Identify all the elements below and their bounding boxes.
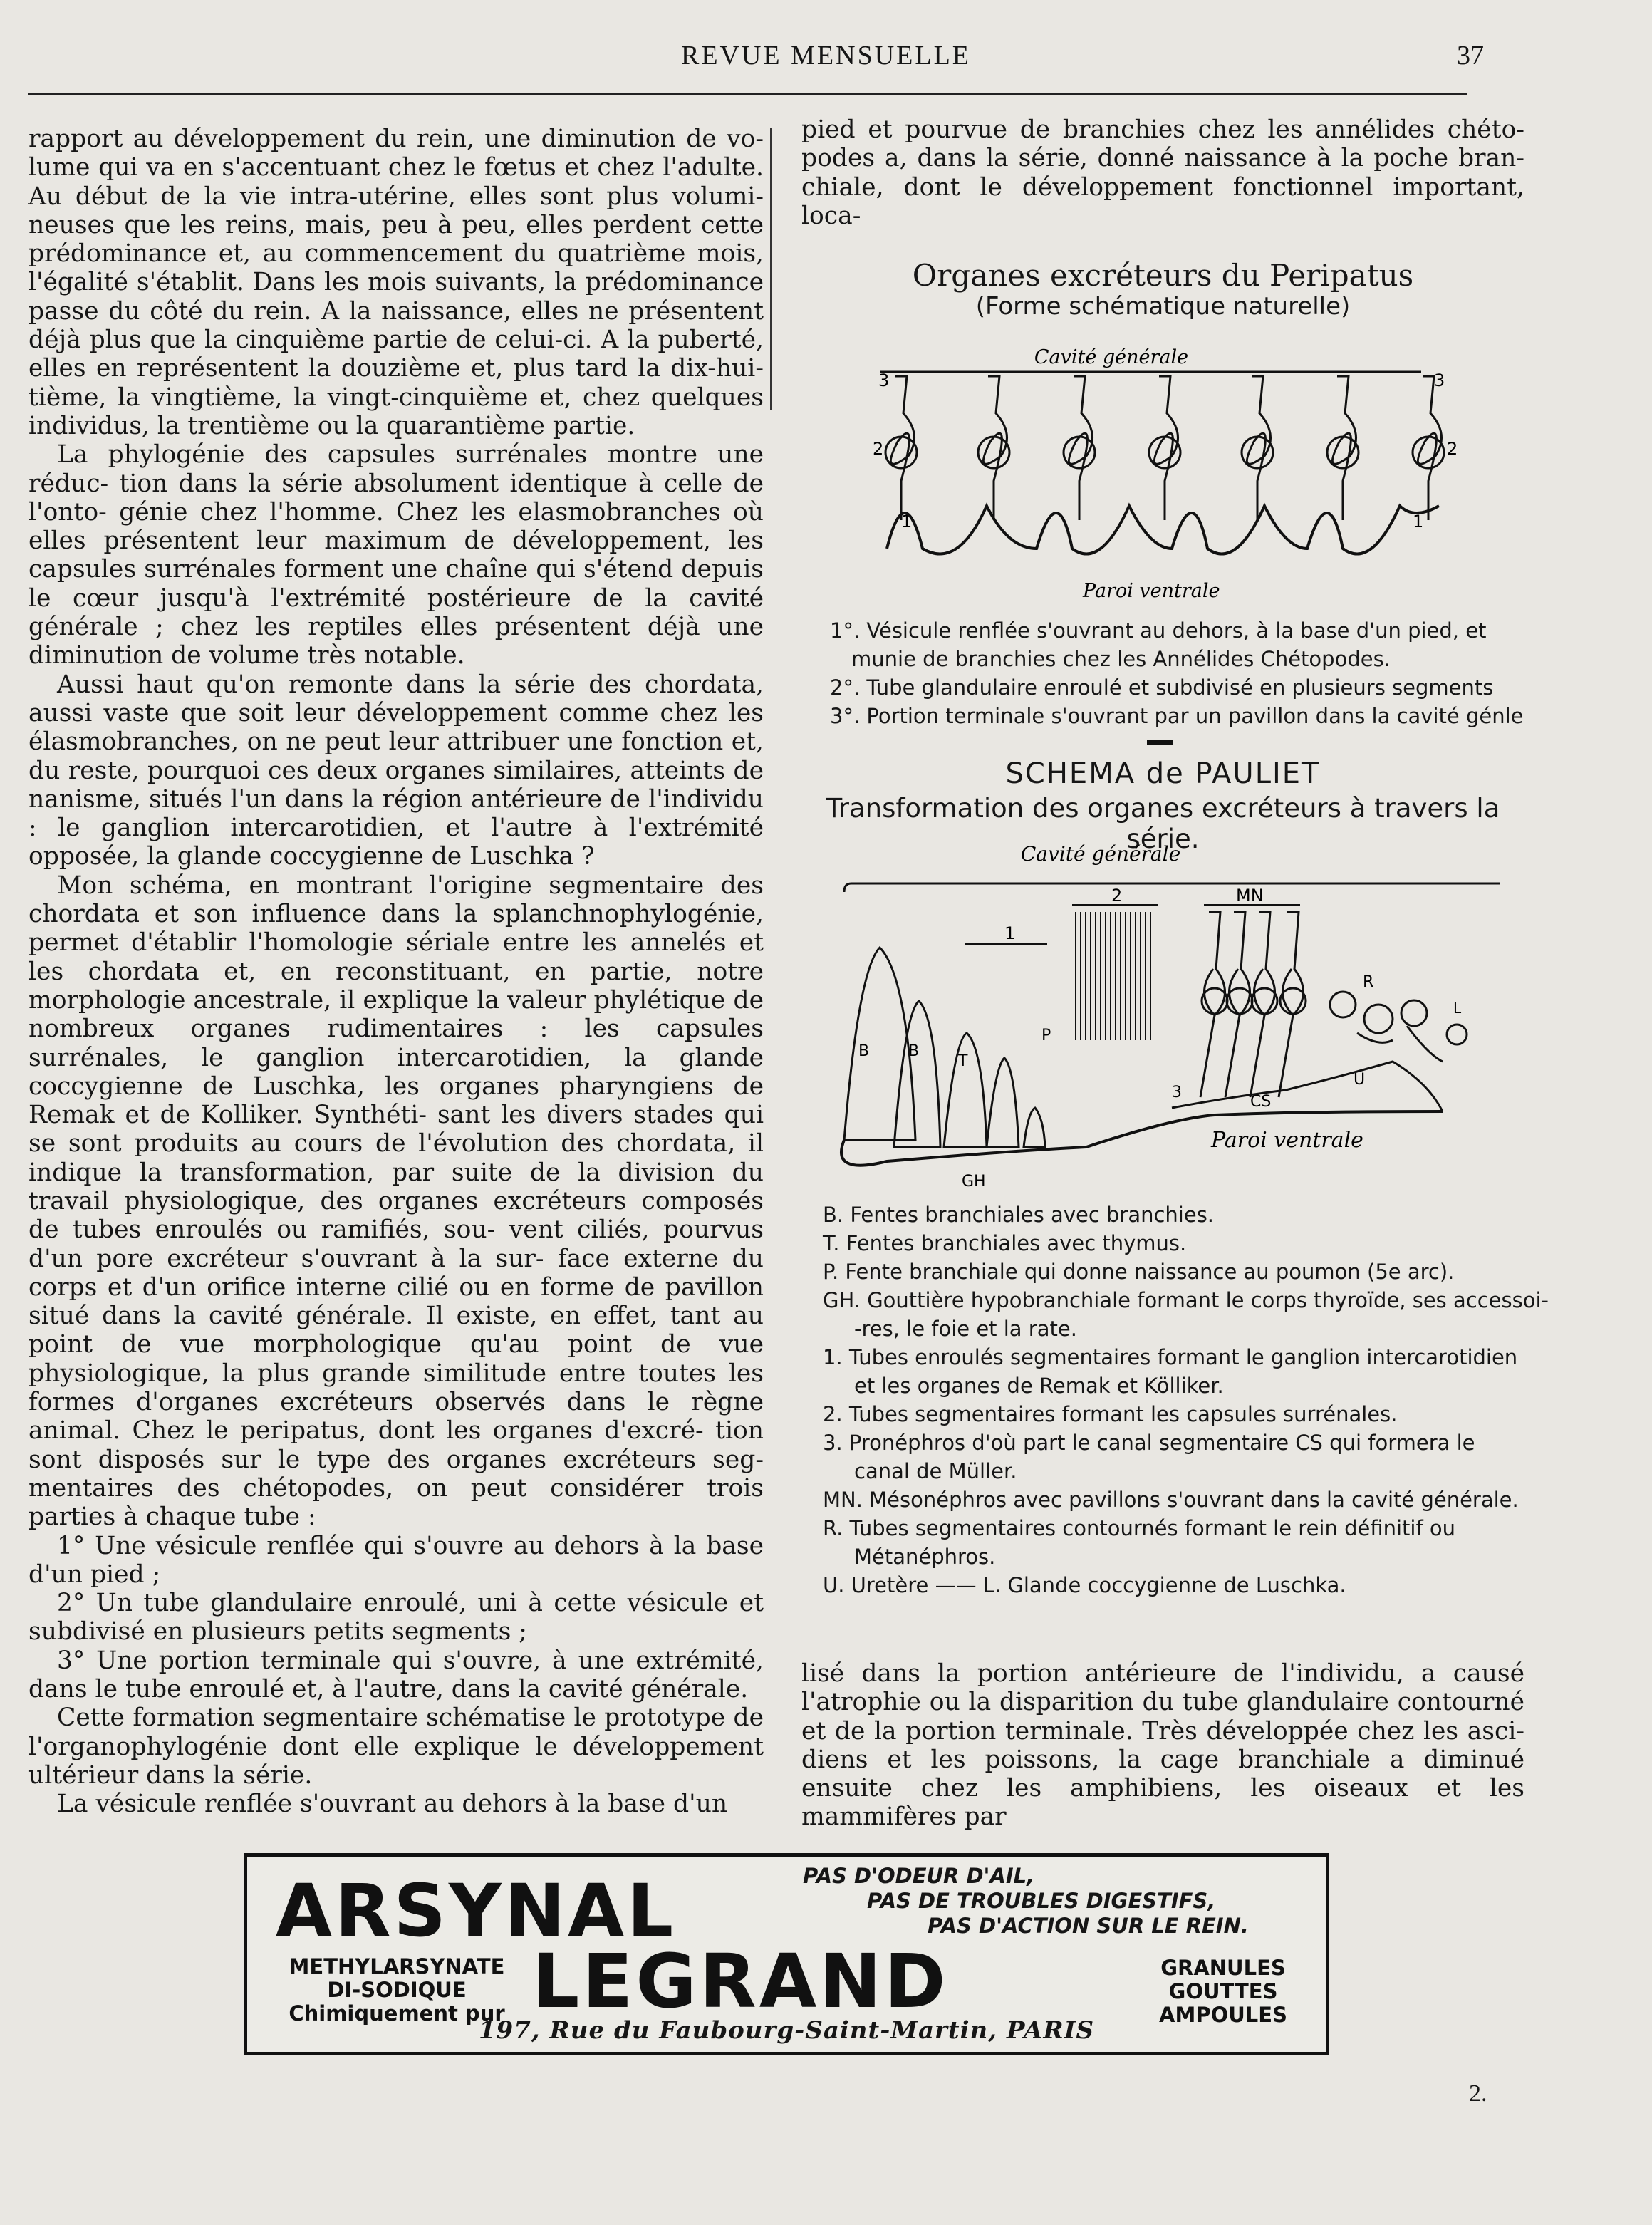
legend-line: et les organes de Remak et Kölliker. bbox=[854, 1374, 1224, 1398]
paragraph: pied et pourvue de branchies chez les annélides chéto- podes a, dans la série, donné naissance à la poche bran- chiale, dont le développement fonctionnel important, loca- bbox=[801, 115, 1524, 230]
legend-line: GH. Gouttière hypobranchiale formant le corps thyroïde, ses accessoi- bbox=[823, 1288, 1549, 1312]
gill-slit-t2 bbox=[987, 1058, 1019, 1147]
paragraph: La vésicule renflée s'ouvrant au dehors à la base d'un bbox=[57, 1790, 728, 1819]
right-column-top bbox=[801, 115, 1524, 230]
legend-line: 3. Pronéphros d'où part le canal segmentaire CS qui formera le bbox=[823, 1431, 1475, 1455]
legend-line: canal de Müller. bbox=[854, 1459, 1017, 1483]
legend-line: T. Fentes branchiales avec thymus. bbox=[823, 1231, 1187, 1255]
label-b1: B bbox=[858, 1042, 870, 1060]
excretory-tube bbox=[1332, 376, 1356, 520]
advertisement-box bbox=[244, 1853, 1329, 2055]
excretory-tubes bbox=[885, 376, 1444, 520]
legend-line: 1. Tubes enroulés segmentaires formant le ganglion intercarotidien bbox=[823, 1345, 1518, 1369]
excretory-tube bbox=[1247, 376, 1270, 520]
figure1-legend bbox=[830, 616, 1523, 730]
label-cs: CS bbox=[1250, 1093, 1272, 1111]
ad-slogan-line: PAS D'ODEUR D'AIL, bbox=[803, 1864, 1035, 1888]
list-item: 1° Une vésicule renflée qui s'ouvre au dehors à la base d'un pied ; bbox=[28, 1531, 764, 1589]
excretory-tube bbox=[1154, 376, 1178, 520]
capsule-tubes bbox=[1076, 912, 1150, 1040]
ad-subtitle-line: Chimiquement pur bbox=[289, 2001, 505, 2026]
legend-line: 1°. Vésicule renflée s'ouvrant au dehors, à la base d'un pied, et bbox=[830, 618, 1487, 643]
marker-1-right: 1 bbox=[1413, 512, 1424, 531]
running-header-title: REVUE MENSUELLE bbox=[680, 41, 972, 71]
figure2-legend bbox=[823, 1200, 1549, 1599]
legend-line: R. Tubes segmentaires contournés formant le rein définitif ou bbox=[823, 1516, 1456, 1540]
mesonephros-tube bbox=[1200, 912, 1225, 1097]
gill-slit-p bbox=[1024, 1108, 1045, 1147]
figure2-bottom-label: Paroi ventrale bbox=[1211, 1128, 1363, 1153]
list-item: 3° Une portion terminale qui s'ouvre, à une extrémité, dans le tube enroulé et, à l'autre, dans la cavité générale. bbox=[28, 1646, 764, 1704]
label-p: P bbox=[1041, 1027, 1051, 1044]
marker-3-left: 3 bbox=[878, 370, 890, 390]
figure2-subtitle: Transformation des organes excréteurs à travers la série. bbox=[826, 793, 1500, 854]
figure2-diagram bbox=[801, 826, 1524, 1197]
paragraph: Cette formation segmentaire schématise le prototype de l'organophylogénie dont elle explique le développement ultérieur dans la série. bbox=[28, 1703, 764, 1790]
paragraph: Aussi haut qu'on remonte dans la série des chordata, aussi vaste que soit leur développement comme chez les élasmobranches, on ne peut leur attribuer une fonction et, du reste, pourquoi ces deux organes similaires, atteints de nanisme, situés l'un dans la région antérieure de l'individu : le ganglion intercarotidien, et l'autre à l'extrémité opposée, la glande coccygienne de Luschka ? bbox=[28, 670, 764, 871]
excretory-tube bbox=[890, 376, 914, 520]
label-3: 3 bbox=[1172, 1084, 1182, 1101]
label-r: R bbox=[1363, 973, 1374, 991]
folio-mark: 2. bbox=[1469, 2080, 1487, 2107]
legend-line: 3°. Portion terminale s'ouvrant par un pavillon dans la cavité génle bbox=[830, 704, 1524, 728]
ad-slogan-line: PAS D'ACTION SUR LE REIN. bbox=[928, 1914, 1249, 1938]
label-2: 2 bbox=[1111, 886, 1123, 906]
figure1-subtitle: (Forme schématique naturelle) bbox=[975, 292, 1351, 321]
mesonephros-tube bbox=[1225, 912, 1250, 1097]
tube-coil bbox=[885, 437, 917, 468]
legend-line: munie de branchies chez les Annélides Chétopodes. bbox=[851, 647, 1391, 671]
legend-line: 2. Tubes segmentaires formant les capsules surrénales. bbox=[823, 1402, 1398, 1426]
ad-subtitle-line: DI-SODIQUE bbox=[327, 1978, 467, 2002]
tube-coil bbox=[1327, 437, 1359, 468]
label-gh: GH bbox=[962, 1173, 986, 1191]
label-1: 1 bbox=[1004, 923, 1016, 943]
paragraph: Mon schéma, en montrant l'origine segmentaire des chordata et son influence dans la splanchnophylogénie, permet d'établir l'homologie sériale entre les annelés et les chordata et, en reconstituant, en partie, notre morphologie ancestrale, il explique la valeur phylétique de nombreux organes rudimentaires : les capsules surrénales, le ganglion intercarotidien, la glande coccygienne de Luschka, les organes pharyngiens de Remak et de Kolliker. Synthéti- sant les divers stades qui se sont produits au cours de l'évolution des chordata, il indique la transformation, par suite de la division du travail physiologique, des organes excréteurs composés de tubes enroulés ou ramifiés, sou- vent ciliés, pourvus d'un pore excréteur s'ouvrant à la sur- face externe du corps et d'un orifice interne cilié ou en forme de pavillon situé dans la cavité générale. Il existe, en effet, tant au point de vue morphologique qu'au point de vue physiologique, la plus grande similitude entre toutes les formes d'organes excréteurs observés dans le règne animal. Chez le peripatus, dont les organes d'excré- tion sont disposés sur le type des organes excréteurs seg- mentaires des chétopodes, on peut considérer trois parties à chaque tube : bbox=[28, 871, 764, 1532]
label-t: T bbox=[958, 1052, 968, 1070]
gill-slits-group bbox=[844, 948, 1045, 1147]
marker-2-right: 2 bbox=[1447, 439, 1458, 459]
legend-line: MN. Mésonéphros avec pavillons s'ouvrant dans la cavité générale. bbox=[823, 1488, 1519, 1512]
label-u: U bbox=[1354, 1071, 1366, 1089]
ad-address: 197, Rue du Faubourg-Saint-Martin, PARIS bbox=[478, 2016, 1095, 2045]
column-divider bbox=[770, 128, 772, 410]
figure-separator bbox=[1147, 740, 1173, 745]
label-mn: MN bbox=[1236, 886, 1264, 906]
tube-coil bbox=[1413, 437, 1444, 468]
ad-form-line: AMPOULES bbox=[1159, 2003, 1287, 2027]
mesonephros-tubes bbox=[1200, 912, 1306, 1097]
mesonephros-tube bbox=[1250, 912, 1275, 1097]
ad-subtitle-line: METHYLARSYNATE bbox=[289, 1954, 505, 1978]
ventral-wall-wave bbox=[887, 506, 1439, 554]
gill-slit-t bbox=[944, 1033, 987, 1147]
legend-line: B. Fentes branchiales avec branchies. bbox=[823, 1203, 1215, 1227]
left-column bbox=[28, 125, 764, 1819]
label-l: L bbox=[1453, 1000, 1462, 1017]
legend-line: 2°. Tube glandulaire enroulé et subdivisé en plusieurs segments bbox=[830, 675, 1494, 700]
figure1-title: Organes excréteurs du Peripatus bbox=[912, 258, 1414, 293]
right-column-bottom bbox=[801, 1659, 1524, 1832]
excretory-tube bbox=[1069, 376, 1092, 520]
paragraph: La phylogénie des capsules surrénales montre une réduc- tion dans la série absolument identique à celle de l'onto- génie chez l'homme. Chez les elasmobranches où elles présentent leur maximum de développement, les capsules surrénales forment une chaîne qui s'étend depuis le cœur jusqu'à l'extrémité postérieure de la cavité générale ; chez les reptiles elles présentent déjà une diminution de volume très notable. bbox=[28, 440, 764, 670]
figure1-bottom-label: Paroi ventrale bbox=[1083, 580, 1220, 602]
figure2-title: SCHEMA de PAULIET bbox=[1005, 757, 1321, 790]
ad-brand: ARSYNAL bbox=[276, 1869, 677, 1954]
ad-slogans bbox=[803, 1864, 1249, 1939]
page-number: 37 bbox=[1457, 41, 1484, 71]
tube-coil bbox=[1064, 437, 1095, 468]
segmental-canal bbox=[1172, 1062, 1443, 1111]
paragraph: rapport au développement du rein, une diminution de vo- lume qui va en s'accentuant chez le fœtus et chez l'adulte. Au début de la vie intra-utérine, elles sont plus volumi- neuses que les reins, mais, peu à peu, elles perdent cette prédominance et, au commencement du quatrième mois, l'égalité s'établit. Dans les mois suivants, la prédominance passe du côté du rein. A la naissance, elles ne présentent déjà plus que la cinquième partie de celui-ci. A la puberté, elles en représentent la douzième et, plus tard la dix-hui- tième, la vingtième, la vingt-cinquième et, chez quelques individus, la trentième ou la quarantième partie. bbox=[28, 125, 764, 440]
ad-form-line: GRANULES bbox=[1160, 1956, 1286, 1980]
figure1-top-label: Cavité générale bbox=[1034, 346, 1189, 368]
label-b2: B bbox=[908, 1042, 920, 1060]
figure1-diagram bbox=[801, 335, 1524, 606]
mesonephros-tube bbox=[1279, 912, 1304, 1097]
tube-coil bbox=[1149, 437, 1180, 468]
ad-brand-2: LEGRAND bbox=[532, 1938, 949, 2025]
rein-coils bbox=[1330, 992, 1467, 1062]
ad-slogan-line: PAS DE TROUBLES DIGESTIFS, bbox=[867, 1889, 1216, 1913]
marker-1-left: 1 bbox=[901, 512, 913, 531]
cavity-line bbox=[844, 883, 1500, 892]
marker-2-left: 2 bbox=[873, 439, 884, 459]
tube-coil bbox=[978, 437, 1009, 468]
legend-line: U. Uretère —— L. Glande coccygienne de Luschka. bbox=[823, 1573, 1346, 1597]
legend-line: P. Fente branchiale qui donne naissance au poumon (5e arc). bbox=[823, 1260, 1455, 1284]
header-rule bbox=[28, 93, 1467, 95]
legend-line: -res, le foie et la rate. bbox=[854, 1317, 1077, 1341]
list-item: 2° Un tube glandulaire enroulé, uni à cette vésicule et subdivisé en plusieurs petits segments ; bbox=[28, 1589, 764, 1646]
ad-subtitle bbox=[279, 1955, 514, 2026]
marker-3-right: 3 bbox=[1434, 370, 1445, 390]
paragraph: lisé dans la portion antérieure de l'individu, a causé l'atrophie ou la disparition du tube glandulaire contourné et de la portion terminale. Très développée chez les asci- diens et les poissons, la cage branchiale a diminué ensuite chez les amphibiens, les oiseaux et les mammifères par bbox=[801, 1659, 1524, 1832]
ad-form-line: GOUTTES bbox=[1168, 1979, 1278, 2003]
figure2-top-label: Cavité générale bbox=[1020, 842, 1181, 866]
excretory-tube bbox=[983, 376, 1007, 520]
legend-line: Métanéphros. bbox=[854, 1545, 996, 1569]
tube-coil bbox=[1242, 437, 1273, 468]
excretory-tube bbox=[1418, 376, 1441, 520]
gill-slit-b2 bbox=[894, 1001, 940, 1147]
